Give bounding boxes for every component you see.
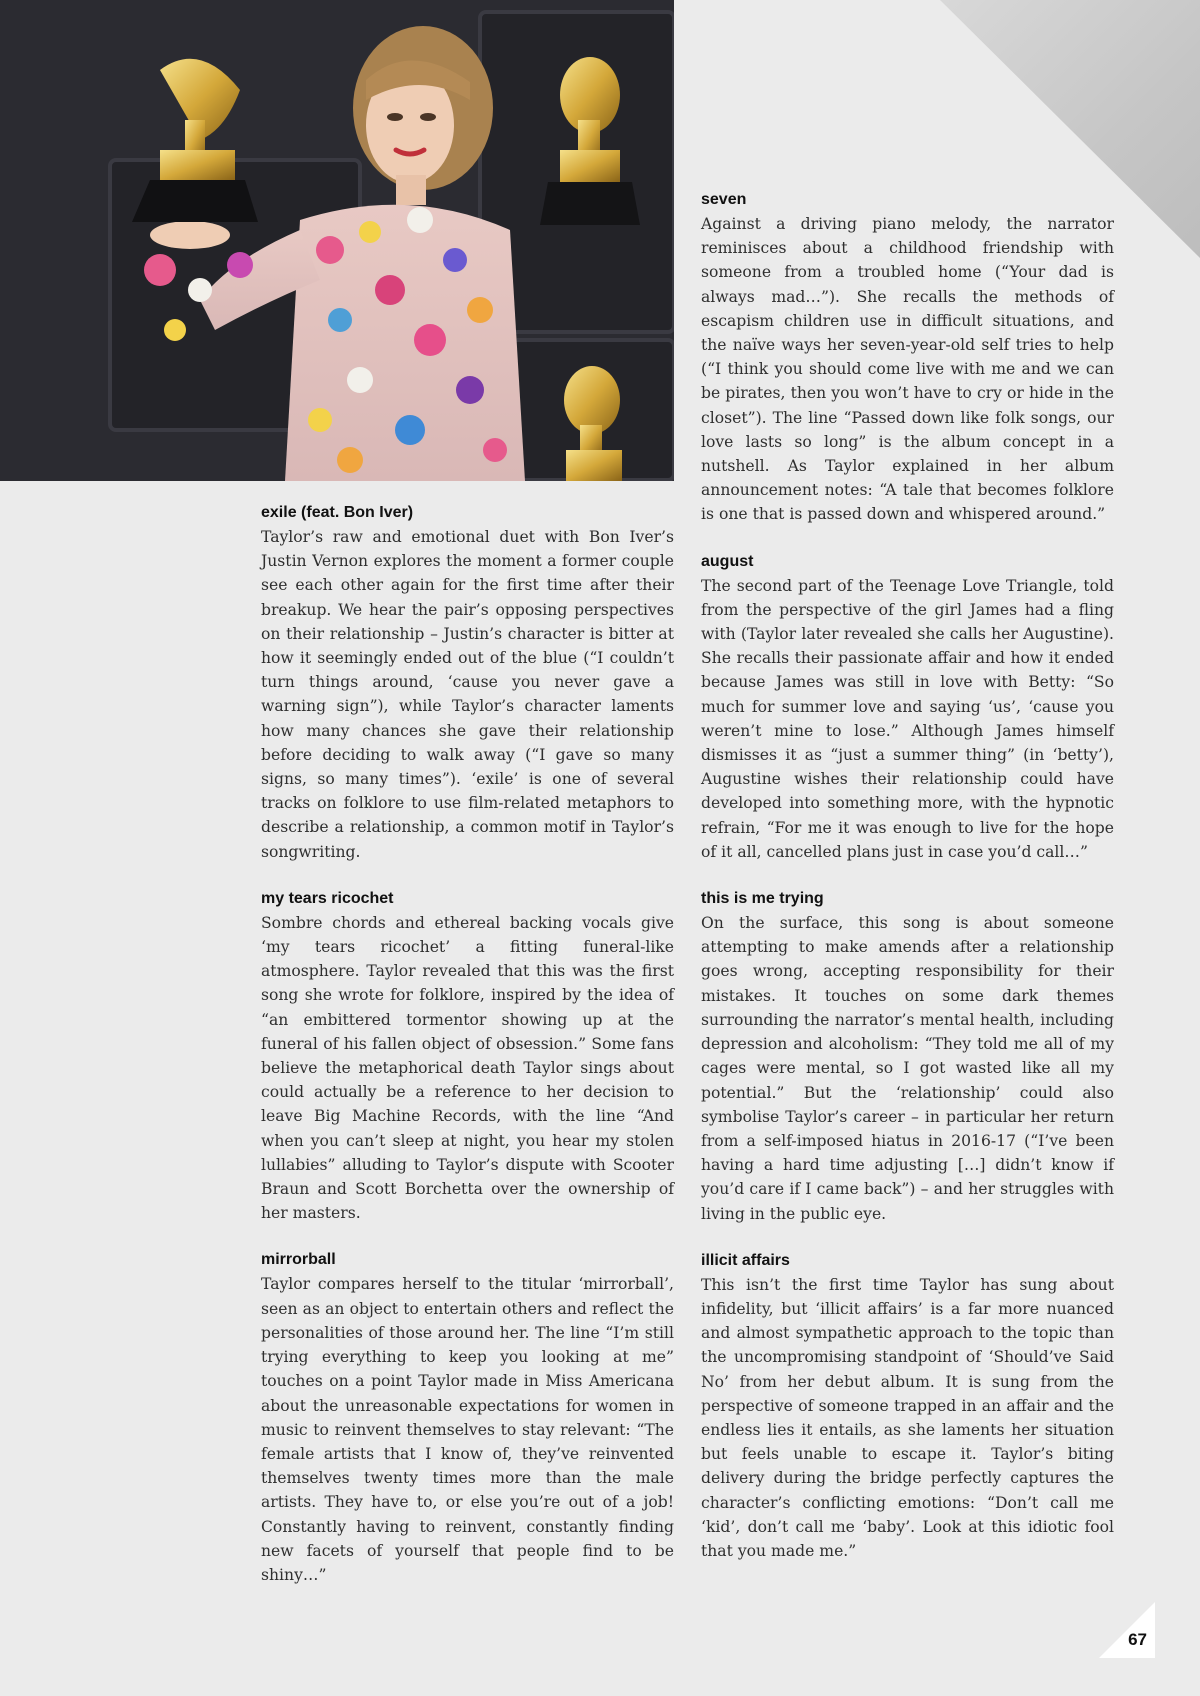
section-body: This isn’t the first time Taylor has sung about infidelity, but ‘illicit affairs’ is a far more nuanced and almost sympathetic approach to the topic than the uncompromising standpoint of ‘Should’ve Said No’ from her debut album. It is sung from the perspective of someone trapped in an affair and the endless lies it entails, as she laments her situation but feels unable to escape it. Taylor’s biting delivery during the bridge perfectly captures the character’s conflicting emotions: “Don’t call me ‘kid’, don’t call me ‘baby’. Look at this idiotic fool that you made me.” xyxy=(701,1275,1114,1560)
section-body: Sombre chords and ethereal backing vocals give ‘my tears ricochet’ a fitting funeral-like atmosphere. Taylor revealed that this was the first song she wrote for folklore, inspired by the idea of “an embittered tormentor showing up at the funeral of his fallen object of obsession.” Some fans believe the metaphorical death Taylor sings about could actually be a reference to her decision to leave Big Machine Records, with the line “And when you can’t sleep at night, you hear my stolen lullabies” alluding to Taylor’s dispute with Scooter Braun and Scott Borchetta over the ownership of her masters. xyxy=(261,913,674,1223)
section-heading: august xyxy=(701,552,754,570)
section-this-is-me-trying xyxy=(701,888,1114,1226)
section-my-tears-ricochet xyxy=(261,888,674,1226)
section-august xyxy=(701,551,1114,864)
section-heading: exile (feat. Bon Iver) xyxy=(261,504,414,521)
section-body: Against a driving piano melody, the narrator reminisces about a childhood friendship with someone from a troubled home (“Your dad is always mad…”). She recalls the methods of escapism children use in difficult situations, and the naïve ways her seven-year-old self tries to help (“I think you should come live with me and we can be pirates, then you won’t have to cry or hide in the closet”). The line “Passed down like folk songs, our love lasts so long” is the album concept in a nutshell. As Taylor explained in her album announcement notes: “A tale that becomes folklore is one that is passed down and whispered around.” xyxy=(701,215,1114,524)
section-body: Taylor compares herself to the titular ‘mirrorball’, seen as an object to entertain others and reflect the personalities of those around her. The line “I’m still trying everything to keep you looking at me” touches on a point Taylor made in Miss Americana about the unreasonable expectations for women in music to reinvent themselves to stay relevant: “The female artists that I know of, they’ve reinvented themselves twenty times more than the male artists. They have to, or else you’re out of a job! Constantly having to reinvent, constantly finding new facets of yourself that people find to be shiny…” xyxy=(261,1275,674,1584)
article-photo xyxy=(0,0,674,481)
section-heading: seven xyxy=(701,191,747,208)
section-body: Taylor’s raw and emotional duet with Bon Iver’s Justin Vernon explores the moment a former couple see each other again for the first time after their breakup. We hear the pair’s opposing perspectives on their relationship – Justin’s character is bitter at how it seemingly ended out of the blue (“I couldn’t turn things around, ‘cause you never gave a warning sign”), while Taylor’s character laments how many chances she gave their relationship before deciding to walk away (“I gave so many signs, so many times”). ‘exile’ is one of several tracks on folklore to use film-related metaphors to describe a relationship, a common motif in Taylor’s songwriting. xyxy=(261,528,674,861)
section-mirrorball xyxy=(261,1249,674,1587)
right-column xyxy=(701,189,1114,1587)
section-heading: my tears ricochet xyxy=(261,889,394,907)
section-seven xyxy=(701,189,1114,527)
section-illicit-affairs xyxy=(701,1250,1114,1563)
section-heading: this is me trying xyxy=(701,890,824,908)
section-body: On the surface, this song is about someone attempting to make amends after a relationship goes wrong, accepting responsibility for their mistakes. It touches on some dark themes surrounding the narrator’s mental health, including depression and alcoholism: “They told me all of my cages were mental, so I got wasted like all my potential.” But the ‘relationship’ could also symbolise Taylor’s career – in particular her return from a self-imposed hiatus in 2016-17 (“I’ve been having a hard time adjusting […] didn’t know if you’d care if I came back”) – and her struggles with living in the public eye. xyxy=(701,914,1114,1223)
section-exile xyxy=(261,502,674,864)
section-body: The second part of the Teenage Love Triangle, told from the perspective of the girl James had a fling with (Taylor later revealed she calls her Augustine). She recalls their passionate affair and how it ended because James was still in love with Betty: “So much for summer love and saying ‘us’, ‘cause you weren’t mine to lose.” Although James himself dismisses it as “just a summer thing” (in ‘betty’), Augustine wishes their relationship could have developed into something more, with the hypnotic refrain, “For me it was enough to live for the hope of it all, cancelled plans just in case you’d call…” xyxy=(701,576,1114,861)
section-heading: illicit affairs xyxy=(701,1251,790,1269)
page-number-badge xyxy=(1099,1602,1155,1658)
section-heading: mirrorball xyxy=(261,1251,336,1269)
photo-illustration xyxy=(0,0,674,481)
left-column xyxy=(261,502,674,1611)
page-number: 67 xyxy=(1128,1630,1147,1649)
